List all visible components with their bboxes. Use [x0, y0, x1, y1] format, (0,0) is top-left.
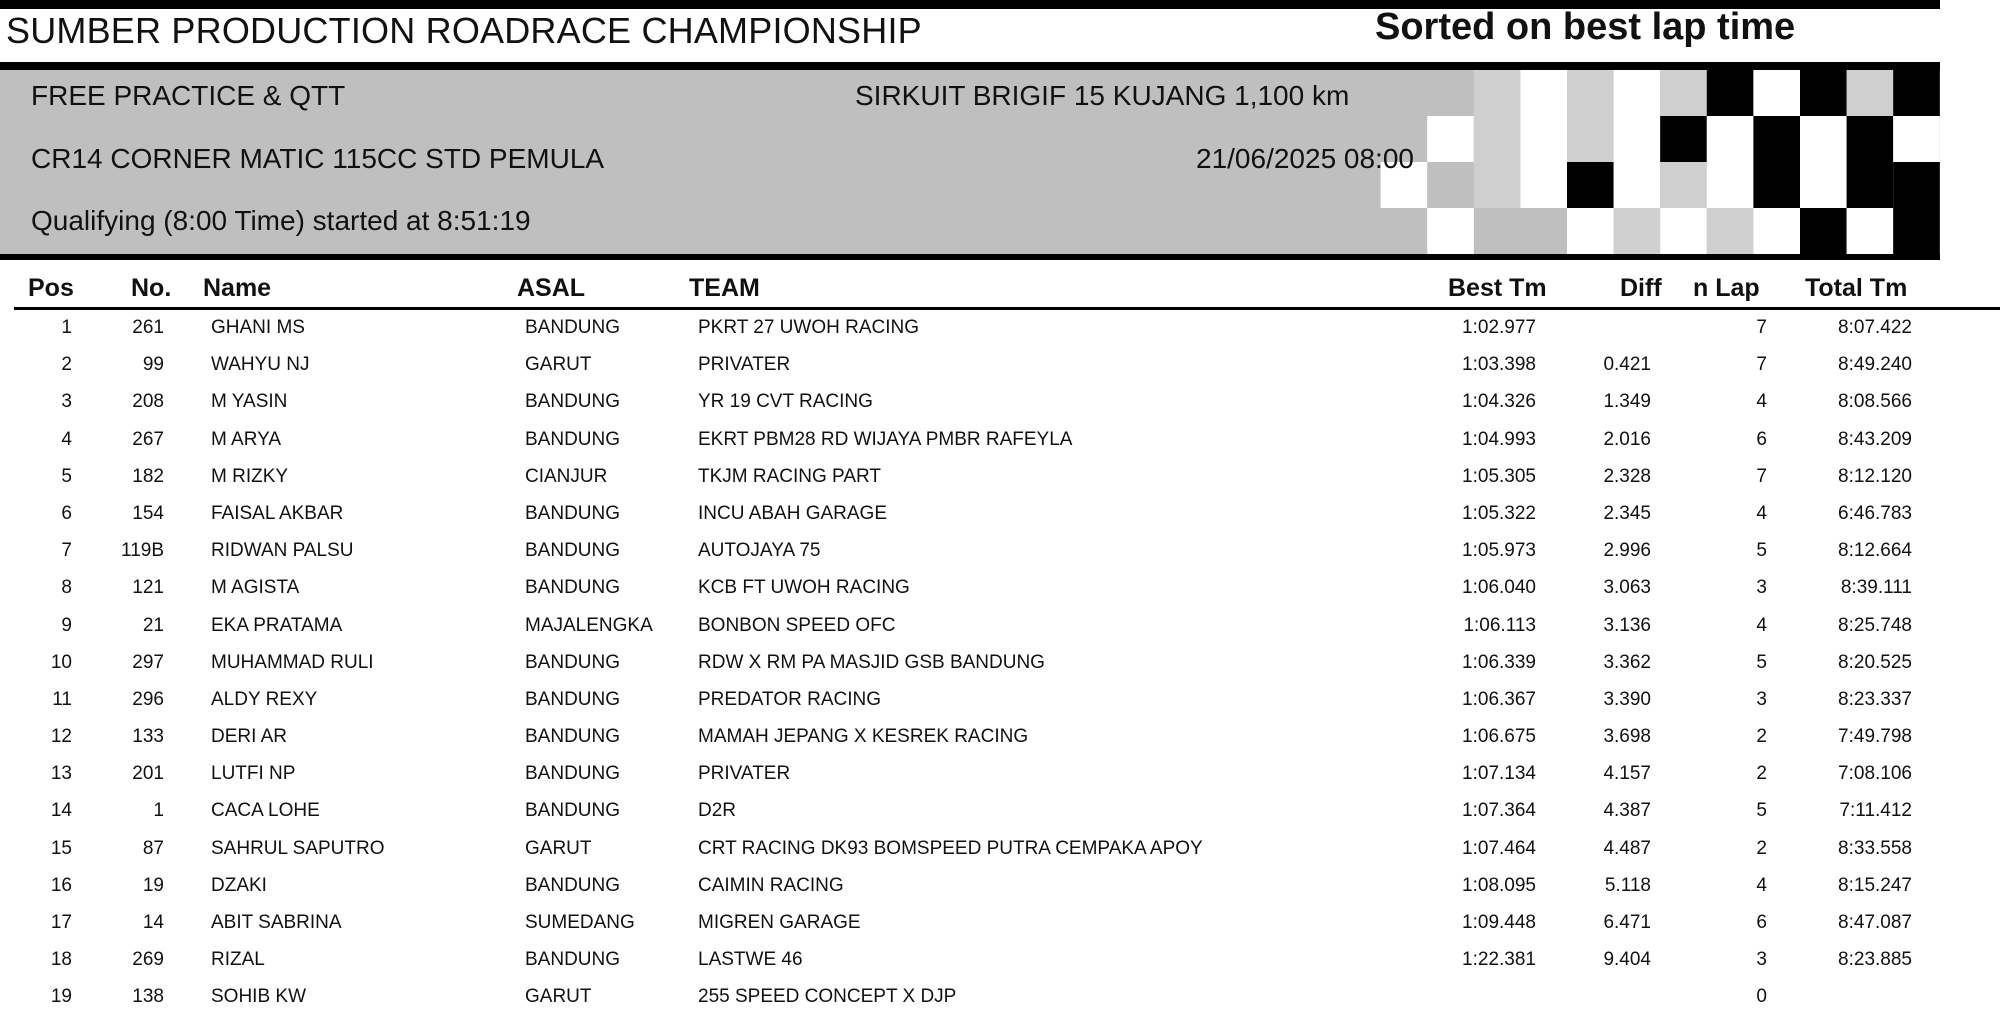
row-team: INCU ABAH GARAGE — [698, 502, 887, 524]
row-lap: 4 — [1756, 874, 1767, 896]
row-diff: 4.157 — [1603, 763, 1651, 785]
row-origin: CIANJUR — [525, 465, 608, 487]
flag-square — [1567, 70, 1614, 116]
row-origin: BANDUNG — [525, 502, 621, 524]
row-origin: BANDUNG — [525, 540, 621, 562]
col-total-time: Total Tm — [1805, 274, 1908, 302]
row-pos: 16 — [50, 874, 72, 896]
row-lap: 7 — [1756, 465, 1767, 487]
row-pos: 15 — [50, 837, 72, 859]
flag-square — [1753, 162, 1800, 208]
row-origin: GARUT — [525, 986, 592, 1008]
row-best-time: 1:07.464 — [1462, 837, 1536, 859]
flag-square — [1847, 116, 1894, 162]
flag-square — [1753, 208, 1800, 254]
row-rider-name: DERI AR — [211, 726, 288, 748]
flag-square — [1427, 208, 1474, 254]
sort-label: Sorted on best lap time — [1375, 6, 1796, 48]
row-total-time: 8:47.087 — [1838, 912, 1912, 933]
flag-square — [1567, 208, 1614, 254]
row-lap: 5 — [1756, 651, 1767, 673]
table-row — [0, 868, 2000, 905]
row-total-time: 8:39.111 — [1840, 577, 1912, 599]
row-diff: 3.136 — [1603, 614, 1651, 636]
row-lap: 4 — [1756, 614, 1767, 636]
row-lap: 0 — [1756, 986, 1767, 1008]
flag-square — [1474, 116, 1521, 162]
row-origin: BANDUNG — [525, 651, 621, 673]
row-total-time: 8:12.664 — [1838, 540, 1912, 562]
col-team: TEAM — [689, 274, 760, 302]
row-origin: BANDUNG — [525, 763, 621, 785]
row-diff: 0.421 — [1603, 354, 1651, 376]
row-team: PREDATOR RACING — [698, 688, 881, 710]
table-row — [0, 347, 2000, 384]
row-number: 297 — [132, 651, 164, 673]
table-row — [0, 459, 2000, 496]
row-team: BONBON SPEED OFC — [698, 614, 896, 636]
flag-square — [1800, 162, 1847, 208]
row-best-time: 1:03.398 — [1462, 354, 1536, 376]
row-number: 121 — [132, 577, 164, 599]
flag-square — [1800, 208, 1847, 254]
row-diff: 3.362 — [1603, 651, 1651, 673]
row-diff: 3.063 — [1603, 577, 1651, 599]
row-best-time: 1:07.134 — [1462, 763, 1536, 785]
row-best-time: 1:06.675 — [1462, 726, 1536, 748]
row-rider-name: GHANI MS — [211, 317, 305, 338]
row-diff: 3.698 — [1603, 726, 1651, 748]
row-total-time: 8:23.337 — [1838, 688, 1912, 710]
row-diff: 4.487 — [1603, 837, 1651, 859]
row-number: 138 — [132, 986, 164, 1008]
row-team: TKJM RACING PART — [698, 465, 881, 487]
row-origin: BANDUNG — [525, 428, 621, 450]
row-lap: 5 — [1756, 540, 1767, 562]
row-lap: 2 — [1756, 726, 1767, 748]
row-lap: 3 — [1756, 577, 1767, 599]
row-rider-name: FAISAL AKBAR — [211, 502, 344, 524]
row-number: 154 — [132, 502, 164, 524]
row-rider-name: EKA PRATAMA — [211, 614, 343, 636]
results-table — [0, 310, 2000, 1017]
row-lap: 6 — [1756, 428, 1767, 450]
col-best-time: Best Tm — [1448, 274, 1547, 302]
circuit-name: SIRKUIT BRIGIF 15 KUJANG 1,100 km — [855, 80, 1350, 111]
row-pos: 6 — [61, 502, 72, 524]
row-team: EKRT PBM28 RD WIJAYA PMBR RAFEYLA — [698, 428, 1073, 450]
row-rider-name: SAHRUL SAPUTRO — [211, 837, 385, 859]
row-diff: 2.345 — [1603, 502, 1651, 524]
flag-square — [1520, 116, 1567, 162]
row-lap: 7 — [1756, 317, 1767, 338]
row-diff: 2.328 — [1603, 465, 1651, 487]
table-row — [0, 979, 2000, 1016]
row-rider-name: M RIZKY — [211, 465, 289, 487]
flag-square — [1893, 116, 1940, 162]
flag-square — [1474, 70, 1521, 116]
row-origin: BANDUNG — [525, 949, 621, 971]
row-total-time: 8:15.247 — [1838, 874, 1912, 896]
row-total-time: 7:08.106 — [1838, 763, 1912, 785]
row-total-time: 8:49.240 — [1838, 354, 1912, 376]
row-origin: BANDUNG — [525, 688, 621, 710]
row-total-time: 8:07.422 — [1838, 317, 1912, 338]
row-rider-name: LUTFI NP — [211, 763, 296, 785]
flag-square — [1753, 116, 1800, 162]
row-number: 182 — [132, 465, 164, 487]
table-row — [0, 496, 2000, 533]
row-lap: 6 — [1756, 912, 1767, 933]
row-team: CRT RACING DK93 BOMSPEED PUTRA CEMPAKA APOY — [698, 837, 1203, 859]
flag-square — [1660, 208, 1707, 254]
row-origin: BANDUNG — [525, 577, 621, 599]
row-best-time: 1:04.993 — [1462, 428, 1536, 450]
row-number: 267 — [132, 428, 164, 450]
flag-square — [1614, 162, 1661, 208]
flag-square — [1614, 116, 1661, 162]
row-pos: 13 — [50, 763, 72, 785]
row-best-time: 1:05.973 — [1462, 540, 1536, 562]
row-number: 269 — [132, 949, 164, 971]
row-lap: 4 — [1756, 502, 1767, 524]
table-row — [0, 793, 2000, 830]
flag-square — [1567, 116, 1614, 162]
col-pos: Pos — [28, 274, 74, 302]
row-team: YR 19 CVT RACING — [698, 391, 873, 413]
row-lap: 3 — [1756, 688, 1767, 710]
row-total-time: 6:46.783 — [1838, 502, 1912, 524]
row-rider-name: DZAKI — [211, 874, 267, 896]
row-team: PRIVATER — [698, 354, 791, 376]
row-rider-name: CACA LOHE — [211, 800, 320, 822]
table-row — [0, 533, 2000, 570]
table-row — [0, 682, 2000, 719]
row-team: MAMAH JEPANG X KESREK RACING — [698, 726, 1029, 748]
row-best-time: 1:22.381 — [1462, 949, 1536, 971]
row-team: D2R — [698, 800, 737, 822]
row-total-time: 8:12.120 — [1838, 465, 1912, 487]
row-best-time: 1:09.448 — [1462, 912, 1536, 933]
table-row — [0, 905, 2000, 942]
row-lap: 2 — [1756, 763, 1767, 785]
row-pos: 17 — [50, 912, 72, 933]
flag-square — [1567, 162, 1614, 208]
session-name: FREE PRACTICE & QTT — [31, 80, 346, 111]
row-total-time: 8:23.885 — [1838, 949, 1912, 971]
row-team: LASTWE 46 — [698, 949, 803, 971]
flag-square — [1847, 208, 1894, 254]
row-pos: 1 — [61, 317, 72, 338]
row-team: CAIMIN RACING — [698, 874, 844, 896]
row-pos: 18 — [50, 949, 72, 971]
row-pos: 12 — [50, 726, 72, 748]
table-row — [0, 310, 2000, 347]
flag-square — [1660, 116, 1707, 162]
row-best-time: 1:06.367 — [1462, 688, 1536, 710]
row-team: PRIVATER — [698, 763, 791, 785]
class-name: CR14 CORNER MATIC 115CC STD PEMULA — [31, 143, 605, 174]
session-banner — [0, 62, 1940, 260]
flag-square — [1707, 162, 1754, 208]
row-best-time: 1:05.305 — [1462, 465, 1536, 487]
row-number: 99 — [142, 354, 164, 376]
row-team: MIGREN GARAGE — [698, 912, 861, 933]
row-pos: 2 — [61, 354, 72, 376]
row-origin: BANDUNG — [525, 317, 621, 338]
row-number: 133 — [132, 726, 164, 748]
flag-square — [1520, 70, 1567, 116]
flag-square — [1707, 116, 1754, 162]
flag-square — [1427, 116, 1474, 162]
row-rider-name: ALDY REXY — [211, 688, 318, 710]
table-row — [0, 719, 2000, 756]
row-best-time: 1:05.322 — [1462, 502, 1536, 524]
row-origin: BANDUNG — [525, 874, 621, 896]
table-row — [0, 570, 2000, 607]
row-lap: 2 — [1756, 837, 1767, 859]
row-lap: 7 — [1756, 354, 1767, 376]
row-number: 201 — [132, 763, 164, 785]
row-pos: 9 — [61, 614, 72, 636]
row-best-time: 1:06.339 — [1462, 651, 1536, 673]
flag-square — [1893, 208, 1940, 254]
flag-square — [1707, 208, 1754, 254]
row-best-time: 1:02.977 — [1462, 317, 1536, 338]
row-pos: 19 — [50, 986, 72, 1008]
row-rider-name: M ARYA — [211, 428, 282, 450]
row-total-time: 8:33.558 — [1838, 837, 1912, 859]
row-team: AUTOJAYA 75 — [698, 540, 821, 562]
flag-square — [1660, 70, 1707, 116]
row-rider-name: WAHYU NJ — [211, 354, 310, 376]
flag-square — [1474, 162, 1521, 208]
row-origin: MAJALENGKA — [525, 614, 653, 636]
row-number: 87 — [142, 837, 164, 859]
row-total-time: 8:25.748 — [1838, 614, 1912, 636]
row-team: RDW X RM PA MASJID GSB BANDUNG — [698, 651, 1045, 673]
flag-square — [1614, 208, 1661, 254]
row-lap: 3 — [1756, 949, 1767, 971]
row-number: 14 — [142, 912, 164, 933]
row-origin: GARUT — [525, 354, 592, 376]
table-row — [0, 942, 2000, 979]
row-best-time: 1:07.364 — [1462, 800, 1536, 822]
row-rider-name: M AGISTA — [211, 577, 300, 599]
championship-title: SUMBER PRODUCTION ROADRACE CHAMPIONSHIP — [6, 10, 922, 51]
row-rider-name: MUHAMMAD RULI — [211, 651, 374, 673]
row-number: 296 — [132, 688, 164, 710]
row-rider-name: ABIT SABRINA — [211, 912, 342, 933]
table-row — [0, 756, 2000, 793]
flag-square — [1847, 162, 1894, 208]
row-number: 1 — [153, 800, 164, 822]
row-total-time: 7:49.798 — [1838, 726, 1912, 748]
col-asal: ASAL — [517, 274, 586, 302]
row-pos: 5 — [61, 465, 72, 487]
row-origin: BANDUNG — [525, 391, 621, 413]
flag-square — [1800, 70, 1847, 116]
col-no: No. — [131, 274, 172, 302]
row-pos: 7 — [61, 540, 72, 562]
row-origin: BANDUNG — [525, 726, 621, 748]
row-origin: SUMEDANG — [525, 912, 635, 933]
row-pos: 10 — [50, 651, 72, 673]
row-total-time: 7:11.412 — [1839, 800, 1912, 822]
row-lap: 4 — [1756, 391, 1767, 413]
row-rider-name: RIZAL — [211, 949, 265, 971]
session-datetime: 21/06/2025 08:00 — [1196, 143, 1414, 174]
table-row — [0, 645, 2000, 682]
row-diff: 2.996 — [1603, 540, 1651, 562]
row-diff: 4.387 — [1603, 800, 1651, 822]
row-best-time: 1:06.113 — [1463, 614, 1536, 636]
row-diff: 2.016 — [1603, 428, 1651, 450]
row-total-time: 8:43.209 — [1838, 428, 1912, 450]
row-lap: 5 — [1756, 800, 1767, 822]
flag-square — [1660, 162, 1707, 208]
row-best-time: 1:06.040 — [1462, 577, 1536, 599]
flag-square — [1847, 70, 1894, 116]
row-number: 119B — [121, 540, 164, 562]
row-best-time: 1:08.095 — [1462, 874, 1536, 896]
row-team: 255 SPEED CONCEPT X DJP — [698, 986, 957, 1008]
flag-square — [1893, 162, 1940, 208]
row-total-time: 8:20.525 — [1838, 651, 1912, 673]
flag-square — [1753, 70, 1800, 116]
row-pos: 8 — [61, 577, 72, 599]
row-rider-name: M YASIN — [211, 391, 288, 413]
col-diff: Diff — [1620, 274, 1662, 302]
table-row — [0, 608, 2000, 645]
flag-square — [1707, 70, 1754, 116]
flag-square — [1893, 70, 1940, 116]
flag-square — [1614, 70, 1661, 116]
row-pos: 3 — [61, 391, 72, 413]
row-team: PKRT 27 UWOH RACING — [698, 317, 920, 338]
row-total-time: 8:08.566 — [1838, 391, 1912, 413]
table-row — [0, 422, 2000, 459]
results-header — [0, 272, 2000, 310]
table-row — [0, 831, 2000, 868]
flag-square — [1800, 116, 1847, 162]
row-rider-name: RIDWAN PALSU — [211, 540, 354, 562]
row-pos: 11 — [52, 688, 72, 710]
row-diff: 6.471 — [1603, 912, 1651, 933]
row-diff: 1.349 — [1603, 391, 1651, 413]
table-row — [0, 384, 2000, 421]
row-best-time: 1:04.326 — [1462, 391, 1536, 413]
col-name: Name — [203, 274, 272, 302]
row-pos: 4 — [61, 428, 72, 450]
row-diff: 9.404 — [1603, 949, 1651, 971]
row-number: 208 — [132, 391, 164, 413]
row-diff: 3.390 — [1603, 688, 1651, 710]
row-origin: BANDUNG — [525, 800, 621, 822]
flag-square — [1520, 162, 1567, 208]
col-lap: n Lap — [1693, 274, 1760, 302]
row-number: 19 — [142, 874, 164, 896]
row-team: KCB FT UWOH RACING — [698, 577, 910, 599]
row-diff: 5.118 — [1604, 874, 1651, 896]
row-number: 21 — [142, 614, 164, 636]
row-origin: GARUT — [525, 837, 592, 859]
row-pos: 14 — [50, 800, 72, 822]
row-rider-name: SOHIB KW — [211, 986, 307, 1008]
row-number: 261 — [132, 317, 164, 338]
qualifying-start: Qualifying (8:00 Time) started at 8:51:19 — [31, 205, 531, 236]
